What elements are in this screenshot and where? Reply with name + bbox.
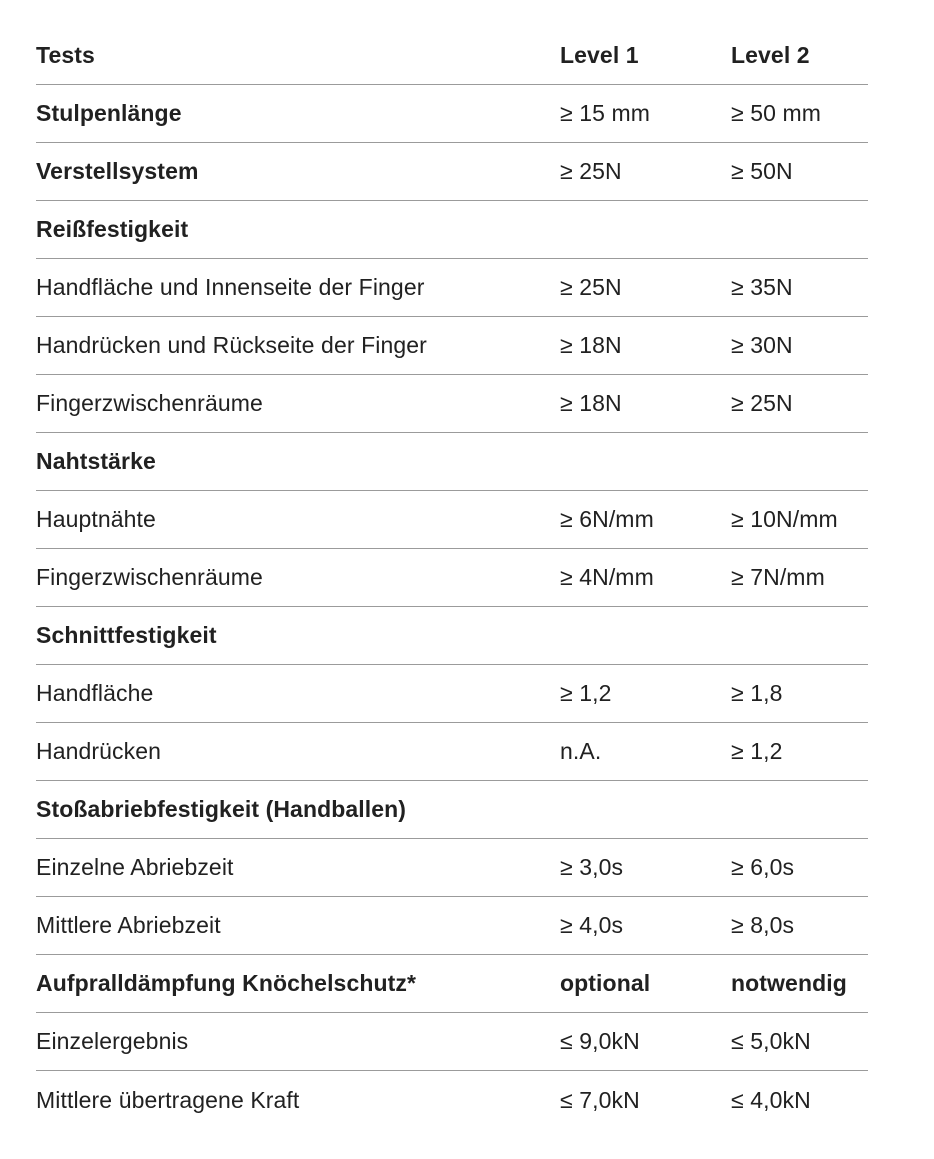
level2-value-cell: ≥ 50 mm: [731, 100, 822, 126]
table-header-row: [36, 27, 868, 85]
test-name-cell: Stoßabriebfestigkeit (Handballen): [36, 796, 407, 822]
test-name-cell: Handfläche und Innenseite der Finger: [36, 274, 425, 300]
table-row: [36, 1071, 868, 1129]
column-header-level2: Level 2: [731, 42, 810, 68]
level1-value-cell: ≥ 15 mm: [560, 100, 651, 126]
level2-value-cell: ≤ 4,0kN: [731, 1086, 811, 1113]
column-header-tests: Tests: [36, 42, 95, 68]
level2-value-cell: ≥ 50N: [731, 158, 793, 184]
table-body: [36, 85, 868, 1129]
level2-value-cell: ≥ 6,0s: [731, 854, 795, 880]
test-name-cell: Reißfestigkeit: [36, 216, 189, 242]
table-row: [36, 1013, 868, 1071]
level2-value-cell: ≥ 25N: [731, 390, 793, 416]
level1-value-cell: ≥ 6N/mm: [560, 506, 654, 532]
test-name-cell: Stulpenlänge: [36, 100, 182, 126]
column-header-level1: Level 1: [560, 42, 639, 68]
level1-value-cell: ≥ 18N: [560, 390, 622, 416]
table-row: [36, 723, 868, 781]
test-name-cell: Einzelergebnis: [36, 1028, 189, 1054]
level2-value-cell: ≥ 7N/mm: [731, 564, 825, 590]
table-row: [36, 143, 868, 201]
table-row: [36, 85, 868, 143]
level1-value-cell: ≥ 3,0s: [560, 854, 624, 880]
test-name-cell: Verstellsystem: [36, 158, 199, 184]
level2-value-cell: ≥ 35N: [731, 274, 793, 300]
test-name-cell: Mittlere übertragene Kraft: [36, 1086, 300, 1113]
table-row: [36, 375, 868, 433]
test-name-cell: Fingerzwischenräume: [36, 390, 263, 416]
test-name-cell: Hauptnähte: [36, 506, 156, 532]
table-row: [36, 433, 868, 491]
table-row: [36, 607, 868, 665]
level1-value-cell: optional: [560, 970, 651, 996]
level1-value-cell: ≤ 9,0kN: [560, 1028, 640, 1054]
table-row: [36, 317, 868, 375]
table-row: [36, 259, 868, 317]
level1-value-cell: ≥ 25N: [560, 158, 622, 184]
level2-value-cell: ≥ 1,8: [731, 680, 783, 706]
test-name-cell: Nahtstärke: [36, 448, 156, 474]
table-row: [36, 201, 868, 259]
level1-value-cell: ≥ 25N: [560, 274, 622, 300]
level1-value-cell: ≥ 1,2: [560, 680, 612, 706]
level2-value-cell: ≥ 1,2: [731, 738, 783, 764]
table-row: [36, 955, 868, 1013]
level2-value-cell: notwendig: [731, 970, 847, 996]
level2-value-cell: ≤ 5,0kN: [731, 1028, 811, 1054]
level1-value-cell: ≥ 4N/mm: [560, 564, 654, 590]
level1-value-cell: ≤ 7,0kN: [560, 1086, 640, 1113]
table-row: [36, 781, 868, 839]
level2-value-cell: ≥ 8,0s: [731, 912, 795, 938]
level1-value-cell: ≥ 4,0s: [560, 912, 624, 938]
test-name-cell: Einzelne Abriebzeit: [36, 854, 234, 880]
test-name-cell: Mittlere Abriebzeit: [36, 912, 221, 938]
table-row: [36, 839, 868, 897]
test-name-cell: Aufpralldämpfung Knöchelschutz*: [36, 970, 417, 996]
test-name-cell: Fingerzwischenräume: [36, 564, 263, 590]
test-requirements-table: [36, 27, 868, 1129]
test-name-cell: Handfläche: [36, 680, 154, 706]
test-name-cell: Schnittfestigkeit: [36, 622, 217, 648]
test-name-cell: Handrücken und Rückseite der Finger: [36, 332, 427, 358]
table-row: [36, 665, 868, 723]
table-row: [36, 897, 868, 955]
test-name-cell: Handrücken: [36, 738, 162, 764]
level2-value-cell: ≥ 10N/mm: [731, 506, 838, 532]
table-row: [36, 491, 868, 549]
table-row: [36, 549, 868, 607]
level1-value-cell: n.A.: [560, 738, 602, 764]
level1-value-cell: ≥ 18N: [560, 332, 622, 358]
level2-value-cell: ≥ 30N: [731, 332, 793, 358]
